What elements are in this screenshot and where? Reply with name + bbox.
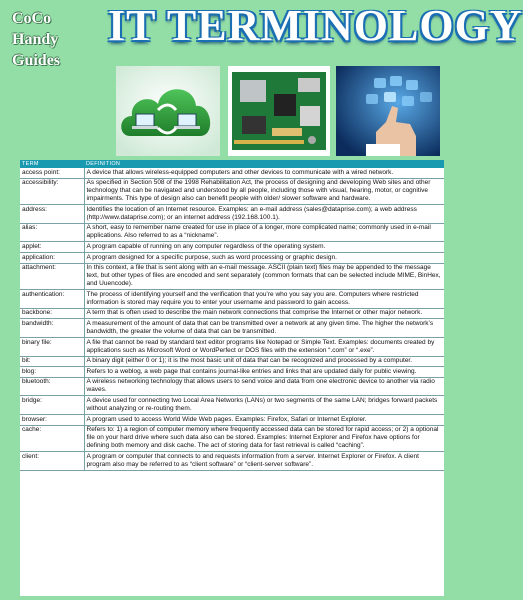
definition-cell: A short, easy to remember name created for use in place of a longer, more complicated name; commonly used in e-mail applications. Also referred to as a “nickname”. xyxy=(84,223,444,242)
table-row xyxy=(20,414,444,425)
coco-handy-guides-logo xyxy=(6,8,92,82)
definition-cell: As specified in Section 508 of the 1998 Rehabilitation Act, the process of designing and developing Web sites and other technology that can be navigated and understood by all people, including those with visual, hearing, motor, or cognitive impairments. This type of design also can benefit people with older/ slower software and hardware. xyxy=(84,178,444,205)
definition-cell: A program used to access World Wide Web pages. Examples: Firefox, Safari or Internet Explorer. xyxy=(84,414,444,425)
definition-cell: Identifies the location of an Internet resource. Examples: an e-mail address (sales@dataprise.com); a web address (http://www.dataprise.com); or an internet address (192.168.100.1). xyxy=(84,205,444,224)
table-row xyxy=(20,205,444,224)
term-cell: applet: xyxy=(20,242,84,253)
circuit-board-image xyxy=(228,66,330,156)
term-cell: bit: xyxy=(20,356,84,367)
term-cell: blog: xyxy=(20,367,84,378)
logo-line-1: CoCo xyxy=(12,10,52,27)
table-row xyxy=(20,337,444,356)
term-cell: alias: xyxy=(20,223,84,242)
term-cell: bridge: xyxy=(20,396,84,415)
logo-line-2: Handy xyxy=(12,31,59,48)
table-row xyxy=(20,396,444,415)
definition-cell: A wireless networking technology that allows users to send voice and data from one electronic device to another via radio waves. xyxy=(84,377,444,396)
page-title: IT TERMINOLOGY xyxy=(108,1,523,50)
term-cell: cache: xyxy=(20,425,84,452)
definition-cell: A file that cannot be read by standard text editor programs like Notepad or Simple Text. Examples: documents created by applications such as Microsoft Word or WordPerfect or DOS files with the extension “.com” or “.exe”. xyxy=(84,337,444,356)
term-cell: bluetooth: xyxy=(20,377,84,396)
table-row xyxy=(20,290,444,309)
definition-cell: A program designed for a specific purpose, such as word processing or graphic design. xyxy=(84,252,444,263)
term-cell: address: xyxy=(20,205,84,224)
table-row xyxy=(20,319,444,338)
definition-cell: A program capable of running on any computer regardless of the operating system. xyxy=(84,242,444,253)
definition-cell: The process of identifying yourself and the verification that you’re who you say you are. Computers where restricted information is stored may require you to enter your username and password to gain access. xyxy=(84,290,444,309)
definition-cell: Refers to a weblog, a web page that contains journal-like entries and links that are updated daily for public viewing. xyxy=(84,367,444,378)
table-row xyxy=(20,308,444,319)
table-row xyxy=(20,178,444,205)
term-cell: browser: xyxy=(20,414,84,425)
term-cell: client: xyxy=(20,452,84,471)
table-row xyxy=(20,452,444,471)
cloud-sync-image xyxy=(116,66,220,156)
term-cell: bandwidth: xyxy=(20,319,84,338)
term-cell: accessibility: xyxy=(20,178,84,205)
table-row xyxy=(20,168,444,178)
table-row xyxy=(20,367,444,378)
term-cell: application: xyxy=(20,252,84,263)
table-row xyxy=(20,223,444,242)
definition-cell: Refers to: 1) a region of computer memory where frequently accessed data can be stored for rapid access; or 2) a optional file on your hard drive where such data also can be stored. Examples: Internet Explorer and Firefox have options for defining both memory and disk cache. The act of storing data for fast retrieval is called “caching”. xyxy=(84,425,444,452)
table-row xyxy=(20,252,444,263)
definition-cell: A device used for connecting two Local Area Networks (LANs) or two segments of the same LAN; bridges forward packets without analyzing or re-routing them. xyxy=(84,396,444,415)
terminology-table xyxy=(20,160,444,596)
definition-cell: A binary digit (either 0 or 1); it is the most basic unit of data that can be recognized and processed by a computer. xyxy=(84,356,444,367)
header xyxy=(0,0,523,160)
table-row xyxy=(20,377,444,396)
table-header-row xyxy=(20,160,444,168)
definition-cell: A device that allows wireless-equipped computers and other devices to communicate with a wired network. xyxy=(84,168,444,178)
definition-cell: A term that is often used to describe the main network connections that comprise the Internet or other major network. xyxy=(84,308,444,319)
term-cell: access point: xyxy=(20,168,84,178)
definition-column-header: DEFINITION xyxy=(84,160,444,168)
table-row xyxy=(20,356,444,367)
definition-cell: In this context, a file that is sent along with an e-mail message. ASCII (plain text) files may be appended to the message text, but other types of files are encoded and sent separately (common formats that can be selected include MIME, BinHex, and Uuencode). xyxy=(84,263,444,290)
logo-line-3: Guides xyxy=(12,52,61,69)
term-cell: authentication: xyxy=(20,290,84,309)
definition-cell: A measurement of the amount of data that can be transmitted over a network at any given time. The higher the network’s bandwidth, the greater the volume of data that can be transmitted. xyxy=(84,319,444,338)
term-cell: backbone: xyxy=(20,308,84,319)
table-row xyxy=(20,263,444,290)
table-row xyxy=(20,242,444,253)
definition-cell: A program or computer that connects to and requests information from a server. Internet Explorer or Firefox. A client program also may be referred to as “client software” or “client-server software”. xyxy=(84,452,444,471)
term-column-header: TERM xyxy=(20,160,84,168)
term-cell: binary file: xyxy=(20,337,84,356)
table-row xyxy=(20,425,444,452)
touchscreen-hand-image xyxy=(336,66,440,156)
term-cell: attachment: xyxy=(20,263,84,290)
